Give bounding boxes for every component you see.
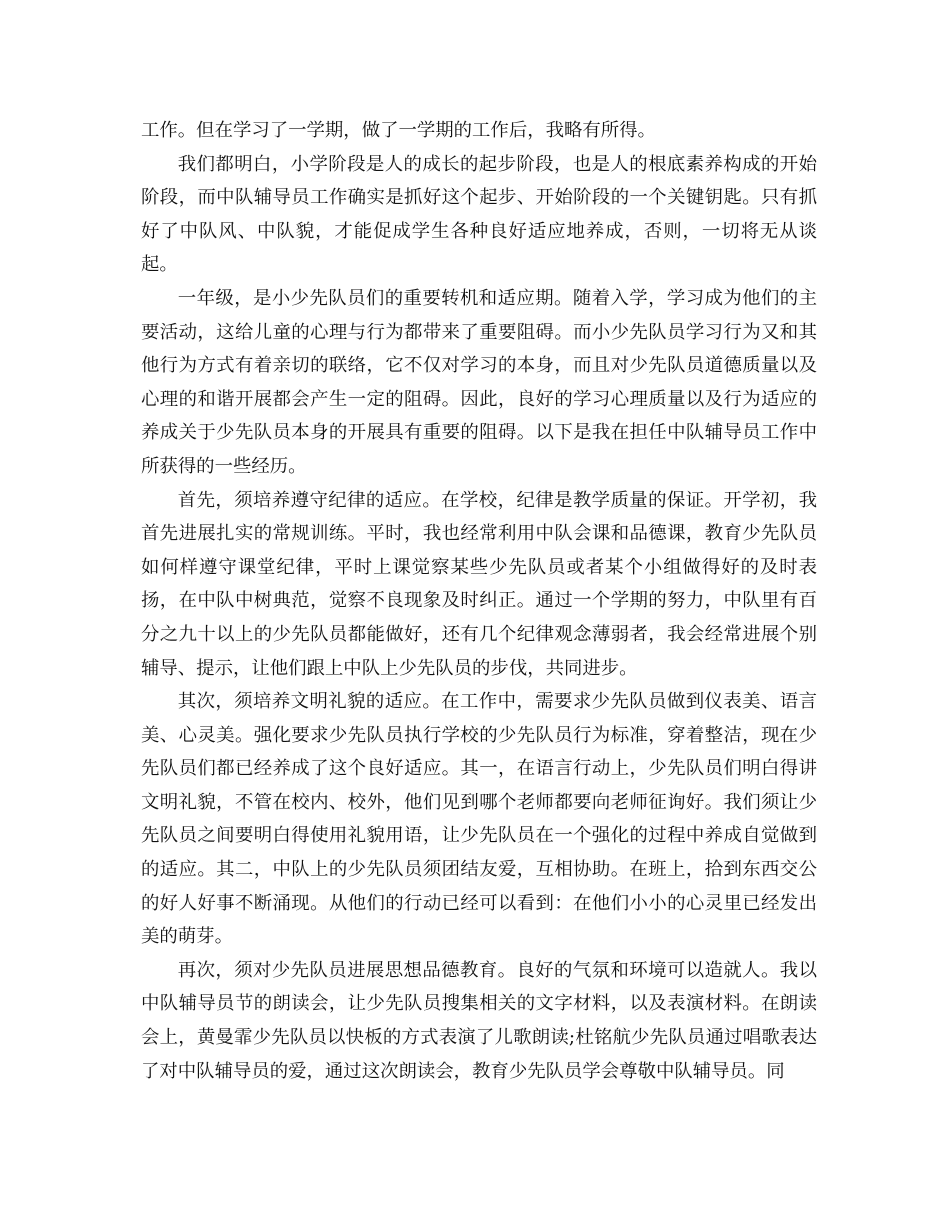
paragraph-first-grade: 一年级，是小少先队员们的重要转机和适应期。随着入学，学习成为他们的主要活动，这给儿童的心理与行为都带来了重要阻碍。而小少先队员学习行为又和其他行为方式有着亲切的联络，它不仅对学习的本身，而且对少先队员道德质量以及心理的和谐开展都会产生一定的阻碍。因此，良好的学习心理质量以及行为适应的养成关于少先队员本身的开展具有重要的阻碍。以下是我在担任中队辅导员工作中所获得的一些经历。 <box>141 287 817 477</box>
paragraph-discipline: 首先，须培养遵守纪律的适应。在学校，纪律是教学质量的保证。开学初，我首先进展扎实的常规训练。平时，我也经常利用中队会课和品德课，教育少先队员如何样遵守课堂纪律，平时上课觉察某些少先队员或者某个小组做得好的及时表扬，在中队中树典范，觉察不良现象及时纠正。通过一个学期的努力，中队里有百分之九十以上的少先队员都能做好，还有几个纪律观念薄弱者，我会经常进展个别辅导、提示，让他们跟上中队上少先队员的步伐，共同进步。 <box>141 489 817 679</box>
document-body <box>141 114 817 1088</box>
paragraph-politeness: 其次，须培养文明礼貌的适应。在工作中，需要求少先队员做到仪表美、语言美、心灵美。强化要求少先队员执行学校的少先队员行为标准，穿着整洁，现在少先队员们都已经养成了这个良好适应。其一，在语言行动上，少先队员们明白得讲文明礼貌，不管在校内、校外，他们见到哪个老师都要向老师征询好。我们须让少先队员之间要明白得使用礼貌用语，让少先队员在一个强化的过程中养成自觉做到的适应。其二，中队上的少先队员须团结友爱，互相协助。在班上，拾到东西交公的好人好事不断涌现。从他们的行动已经可以看到：在他们小小的心灵里已经发出美的萌芽。 <box>141 691 817 948</box>
paragraph-moral-education: 再次，须对少先队员进展思想品德教育。良好的气氛和环境可以造就人。我以中队辅导员节的朗读会，让少先队员搜集相关的文字材料，以及表演材料。在朗读会上，黄曼霏少先队员以快板的方式表演了儿歌朗读;杜铭航少先队员通过唱歌表达了对中队辅导员的爱，通过这次朗读会，教育少先队员学会尊敬中队辅导员。同 <box>141 959 817 1082</box>
paragraph-childhood-stage: 我们都明白，小学阶段是人的成长的起步阶段，也是人的根底素养构成的开始阶段，而中队辅导员工作确实是抓好这个起步、开始阶段的一个关键钥匙。只有抓好了中队风、中队貌，才能促成学生各种良好适应地养成，否则，一切将无从谈起。 <box>141 153 817 276</box>
paragraph-continued: 工作。但在学习了一学期，做了一学期的工作后，我略有所得。 <box>141 120 656 141</box>
